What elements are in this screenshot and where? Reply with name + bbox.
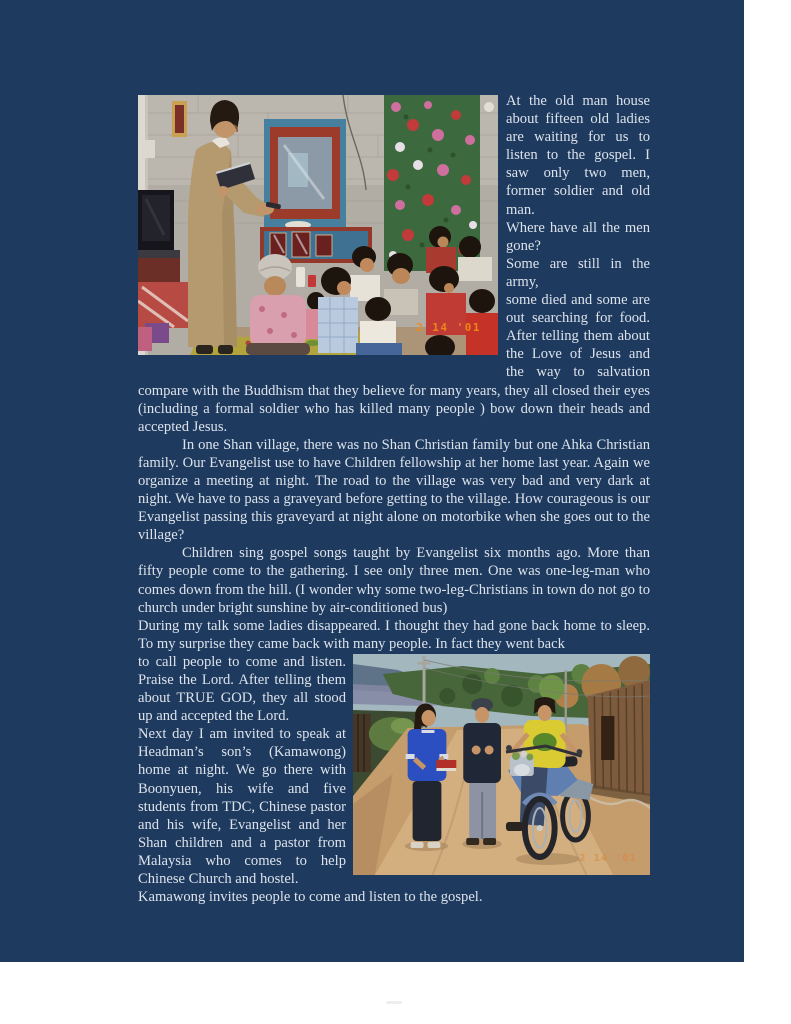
right-fence [587,680,650,804]
paragraph-children-sing: Children sing gospel songs taught by Evangelist six months ago. More than fifty people come to the gathering. I see only three men. One was one-leg-man who comes down from the hill. (I wonder why some two-leg-Christians in town do not go to church under bright sunshine by air-conditioned bus) [138,545,650,616]
paragraph-kamawong-invites: Kamawong invites people to come and listen to the gospel. [138,889,483,906]
photo2-timestamp: 2 14 '01 [579,852,637,864]
photo1-timestamp: 2 14 '01 [416,321,481,334]
paragraph-next-day: Next day I am invited to speak at Headman’s son’s (Kamawong) home at night. We go there with Boonyuen, his wife and five students from TDC, Chinese pastor and his wife, Evangelist and her Shan children and a pastor from Malaysia who comes to help Chinese Church and hostel. [138,726,346,888]
paragraph-where-men-gone: Where have all the men gone? [506,219,650,254]
paragraph-some-army: Some are still in the army, [506,255,650,290]
photo-road-illustration [353,654,650,875]
paragraph-old-man-house: At the old man house about fifteen old ladies are waiting for us to listen to the gospel. I saw only two men, former soldier and old man. [506,93,650,218]
photo-village-road [353,654,650,875]
photo-indoor-gospel-meeting [138,95,498,355]
paragraph-ladies-disappeared: During my talk some ladies disappeared. I thought they had gone back home to sleep. To my surprise they came back with many people. In fact they went back [138,617,650,652]
photo-indoor-illustration [138,95,498,355]
scan-artifact [386,1001,402,1004]
paragraph-shan-village: In one Shan village, there was no Shan Christian family but one Ahka Christian family. Our Evangelist use to have Children fellowship at her home last year. Again we organize a meeting at night. The road to the village was very bad and very dark at night. We have to pass a graveyard before getting to the village. How courageous is our Evangelist passing this graveyard at night alone on motorbike when she goes out to the village? [138,436,650,544]
paragraph-call-people: to call people to come and listen. Praise the Lord. After telling them about TRUE GOD, they all stood up and accepted the Lord. [138,653,346,725]
mirror-cabinet [264,119,346,229]
paragraph-accepted-jesus: some died and some are out searching for food. After telling them about the Love of Jesus and the way to salvation compare with the Buddhism that they believe for many years, they all closed their eyes (including a formal soldier who has killed many people ) bow down their heads and accepted Jesus. [138,292,650,435]
